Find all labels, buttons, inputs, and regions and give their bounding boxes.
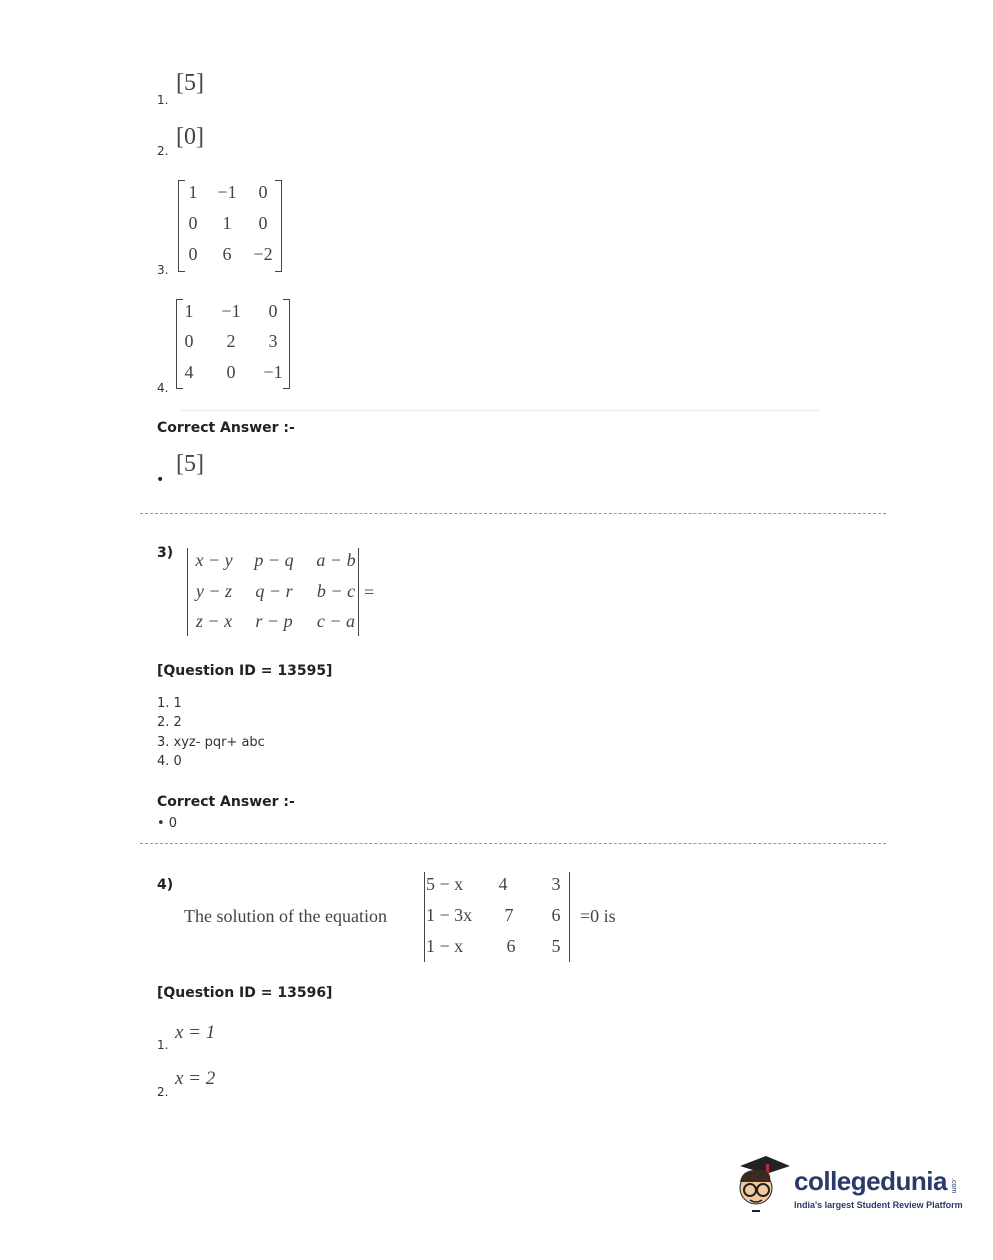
matrix-cell: 0 [188, 213, 198, 233]
matrix-cell: 0 [226, 362, 236, 382]
option-number: 2. [157, 144, 169, 158]
question-id: [Question ID = 13595] [157, 663, 333, 679]
question-number: 3) [157, 545, 174, 561]
option-number: 1. [157, 1038, 169, 1052]
matrix-cell: 1 [222, 213, 232, 233]
det-cell: b − c [316, 581, 356, 601]
correct-answer-label: Correct Answer :- [157, 420, 295, 436]
det-cell: 1 − 3x [426, 905, 473, 925]
question-divider [140, 513, 886, 514]
determinant-q3 [187, 548, 359, 636]
matrix-option-4 [176, 299, 290, 389]
correct-answer-value: [5] [176, 451, 204, 477]
option-item: 2. 2 [157, 715, 182, 730]
question-text: The solution of the equation [184, 906, 387, 926]
option-item: 1. 1 [157, 696, 182, 711]
det-cell: p − q [254, 550, 294, 570]
det-cell: 1 − x [426, 936, 464, 956]
option-number: 4. [157, 381, 169, 395]
matrix-cell: 6 [222, 244, 232, 264]
det-cell: 6 [551, 905, 561, 925]
answer-bullet: • [156, 472, 165, 488]
option-number: 1. [157, 93, 169, 107]
question-number: 4) [157, 877, 174, 893]
matrix-cell: −1 [263, 362, 283, 382]
option-number: 3. [157, 263, 169, 277]
matrix-cell: −1 [221, 301, 241, 321]
det-cell: 6 [506, 936, 516, 956]
correct-answer-label: Correct Answer :- [157, 794, 295, 810]
collegedunia-logo [732, 1152, 962, 1220]
logo-tld: .com [950, 1178, 957, 1194]
matrix-cell: 0 [184, 331, 194, 351]
det-cell: 5 − x [426, 874, 464, 894]
question-id: [Question ID = 13596] [157, 985, 333, 1001]
matrix-cell: 0 [258, 213, 268, 233]
equals-sign: = [364, 582, 375, 602]
det-cell: 4 [498, 874, 508, 894]
correct-answer-value: • 0 [157, 816, 178, 831]
option-value: [0] [176, 124, 204, 150]
matrix-cell: 4 [184, 362, 194, 382]
determinant-q4 [424, 872, 570, 962]
logo-wordmark: collegedunia [794, 1166, 947, 1196]
det-cell: 5 [551, 936, 561, 956]
det-cell: q − r [255, 581, 293, 601]
option-value: x = 2 [175, 1068, 216, 1089]
det-cell: 7 [504, 905, 514, 925]
option-value: x = 1 [175, 1022, 216, 1043]
option-item: 4. 0 [157, 754, 182, 769]
matrix-cell: −1 [217, 182, 237, 202]
matrix-cell: 3 [268, 331, 278, 351]
question-divider [140, 843, 886, 844]
logo-tagline: India's largest Student Review Platform [794, 1200, 963, 1210]
det-cell: z − x [195, 611, 233, 631]
det-cell: a − b [316, 550, 356, 570]
mascot-icon [732, 1152, 792, 1218]
matrix-cell: −2 [253, 244, 273, 264]
det-cell: 3 [551, 874, 561, 894]
matrix-cell: 0 [188, 244, 198, 264]
option-item: 3. xyz- pqr+ abc [157, 735, 265, 750]
option-number: 2. [157, 1085, 169, 1099]
matrix-cell: 1 [188, 182, 198, 202]
matrix-option-3 [178, 180, 282, 272]
det-cell: y − z [195, 581, 233, 601]
matrix-cell: 0 [268, 301, 278, 321]
matrix-cell: 0 [258, 182, 268, 202]
scan-line [180, 410, 820, 411]
det-cell: x − y [195, 550, 233, 570]
matrix-cell: 1 [184, 301, 194, 321]
det-cell: r − p [255, 611, 293, 631]
det-cell: c − a [316, 611, 356, 631]
option-value: [5] [176, 70, 204, 96]
equation-suffix: =0 is [580, 906, 616, 926]
matrix-cell: 2 [226, 331, 236, 351]
